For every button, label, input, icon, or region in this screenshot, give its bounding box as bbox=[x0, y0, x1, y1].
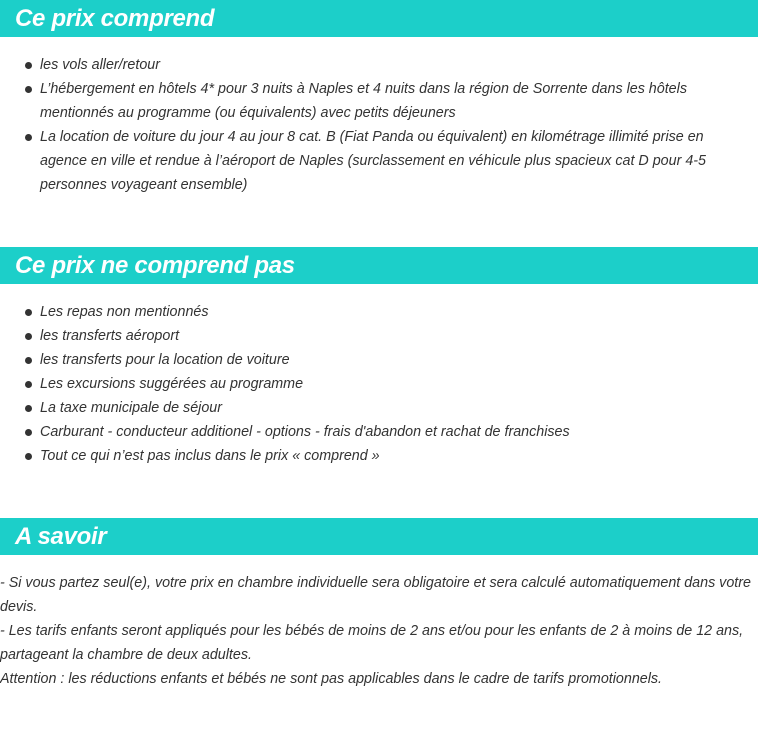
bullet-icon bbox=[25, 405, 32, 412]
list-item-text: les transferts aéroport bbox=[40, 328, 180, 344]
list-item-text: Les excursions suggérées au programme bbox=[40, 376, 304, 392]
list-item bbox=[0, 396, 758, 420]
list-item bbox=[0, 372, 758, 396]
bullet-icon bbox=[25, 357, 32, 364]
bullet-icon bbox=[25, 309, 32, 316]
not-included-list bbox=[0, 300, 758, 468]
good-to-know-text bbox=[0, 571, 758, 691]
bullet-icon bbox=[25, 86, 32, 93]
bullet-icon bbox=[25, 381, 32, 388]
info-paragraph-single-traveler: - Si vous partez seul(e), votre prix en chambre individuelle sera obligatoire et sera calculé automatiquement dans votre devis. bbox=[0, 575, 751, 615]
list-item-text: Tout ce qui n’est pas inclus dans le prix « comprend » bbox=[40, 448, 380, 464]
list-item-text: L’hébergement en hôtels 4* pour 3 nuits à Naples et 4 nuits dans la région de Sorrente dans les hôtels mentionnés au programme (ou équivalents) avec petits déjeuners bbox=[40, 81, 687, 121]
list-item bbox=[0, 444, 758, 468]
list-item-text: La taxe municipale de séjour bbox=[40, 400, 222, 416]
section-title-good-to-know: A savoir bbox=[15, 523, 107, 550]
info-paragraph-attention: Attention : les réductions enfants et bébés ne sont pas applicables dans le cadre de tarifs promotionnels. bbox=[0, 671, 663, 687]
list-item-text: Carburant - conducteur additionel - options - frais d'abandon et rachat de franchises bbox=[40, 424, 570, 440]
section-title-not-included: Ce prix ne comprend pas bbox=[15, 252, 295, 279]
list-item-text: Les repas non mentionnés bbox=[40, 304, 209, 320]
bullet-icon bbox=[25, 453, 32, 460]
section-title-included: Ce prix comprend bbox=[15, 5, 215, 32]
info-paragraph-child-rates: - Les tarifs enfants seront appliqués pour les bébés de moins de 2 ans et/ou pour les enfants de 2 à moins de 12 ans, partageant la chambre de deux adultes. bbox=[0, 623, 744, 663]
list-item bbox=[0, 77, 758, 125]
list-item bbox=[0, 324, 758, 348]
list-item bbox=[0, 53, 758, 77]
list-item bbox=[0, 300, 758, 324]
bullet-icon bbox=[25, 62, 32, 69]
list-item-text: La location de voiture du jour 4 au jour 8 cat. B (Fiat Panda ou équivalent) en kilométrage illimité prise en agence en ville et rendue à l’aéroport de Naples (surclassement en véhicule plus spacieux cat D pour 4-5 personnes voyageant ensemble) bbox=[40, 129, 706, 193]
list-item bbox=[0, 125, 758, 197]
bullet-icon bbox=[25, 333, 32, 340]
section-header-good-to-know bbox=[0, 518, 758, 555]
bullet-icon bbox=[25, 134, 32, 141]
list-item-text: les vols aller/retour bbox=[40, 57, 160, 73]
bullet-icon bbox=[25, 429, 32, 436]
list-item bbox=[0, 420, 758, 444]
list-item-text: les transferts pour la location de voiture bbox=[40, 352, 290, 368]
section-header-included bbox=[0, 0, 758, 37]
section-header-not-included bbox=[0, 247, 758, 284]
included-list bbox=[0, 53, 758, 197]
list-item bbox=[0, 348, 758, 372]
